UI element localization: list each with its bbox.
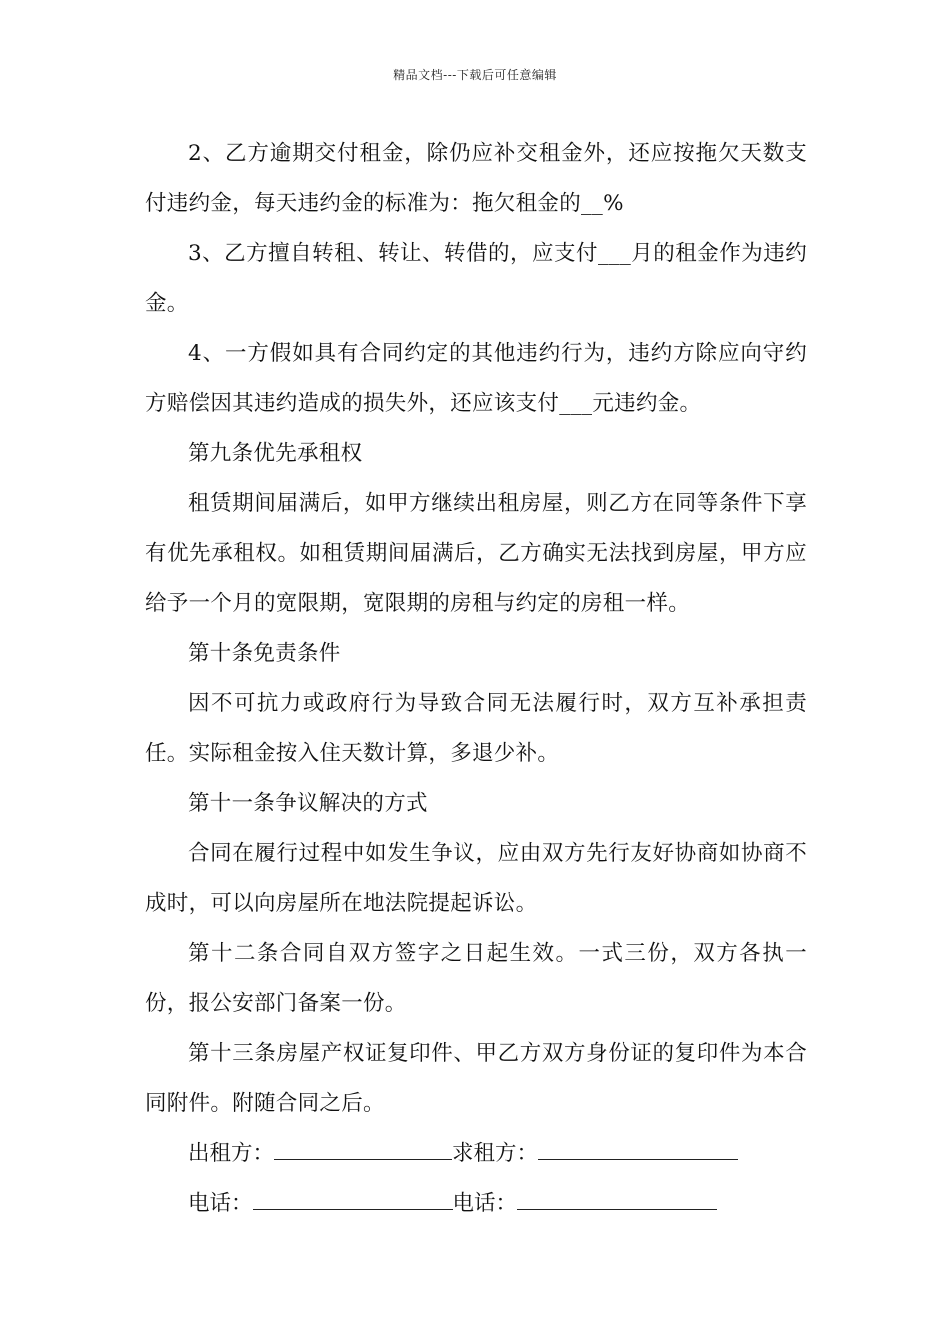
lessee-label: 求租方： xyxy=(452,1141,539,1166)
paragraph-article-13: 第十三条房屋产权证复印件、甲乙方双方身份证的复印件为本合同附件。附随合同之后。 xyxy=(145,1041,807,1116)
phone-blank-lessor xyxy=(253,1189,453,1210)
signature-row-parties xyxy=(145,1129,807,1179)
signature-row-phones xyxy=(145,1179,807,1229)
heading-article-10: 第十条免责条件 xyxy=(188,641,341,666)
paragraph-other-breach: 4、一方假如具有合同约定的其他违约行为，违约方除应向守约方赔偿因其违约造成的损失外，还应该支付___元违约金。 xyxy=(145,341,807,416)
heading-article-9: 第九条优先承租权 xyxy=(188,441,363,466)
paragraph-dispute: 合同在履行过程中如发生争议，应由双方先行友好协商如协商不成时，可以向房屋所在地法院提起诉讼。 xyxy=(145,841,807,916)
lessee-blank xyxy=(538,1139,738,1160)
page-header: 精品文档---下载后可任意编辑 xyxy=(393,68,557,82)
document-body xyxy=(145,129,807,1229)
phone-label-lessee: 电话： xyxy=(452,1191,518,1216)
paragraph-late-rent: 2、乙方逾期交付租金，除仍应补交租金外，还应按拖欠天数支付违约金，每天违约金的标准为：拖欠租金的__% xyxy=(145,141,807,216)
heading-article-11: 第十一条争议解决的方式 xyxy=(188,791,428,816)
paragraph-sublet: 3、乙方擅自转租、转让、转借的，应支付___月的租金作为违约金。 xyxy=(145,241,807,316)
phone-label-lessor: 电话： xyxy=(188,1191,253,1216)
lessor-blank xyxy=(274,1139,452,1160)
paragraph-force-majeure: 因不可抗力或政府行为导致合同无法履行时，双方互补承担责任。实际租金按入住天数计算，多退少补。 xyxy=(145,691,807,766)
lessor-label: 出租方： xyxy=(188,1141,275,1166)
paragraph-article-12: 第十二条合同自双方签字之日起生效。一式三份，双方各执一份，报公安部门备案一份。 xyxy=(145,941,807,1016)
phone-blank-lessee xyxy=(517,1189,717,1210)
paragraph-priority-lease: 租赁期间届满后，如甲方继续出租房屋，则乙方在同等条件下享有优先承租权。如租赁期间届满后，乙方确实无法找到房屋，甲方应给予一个月的宽限期，宽限期的房租与约定的房租一样。 xyxy=(145,491,807,616)
